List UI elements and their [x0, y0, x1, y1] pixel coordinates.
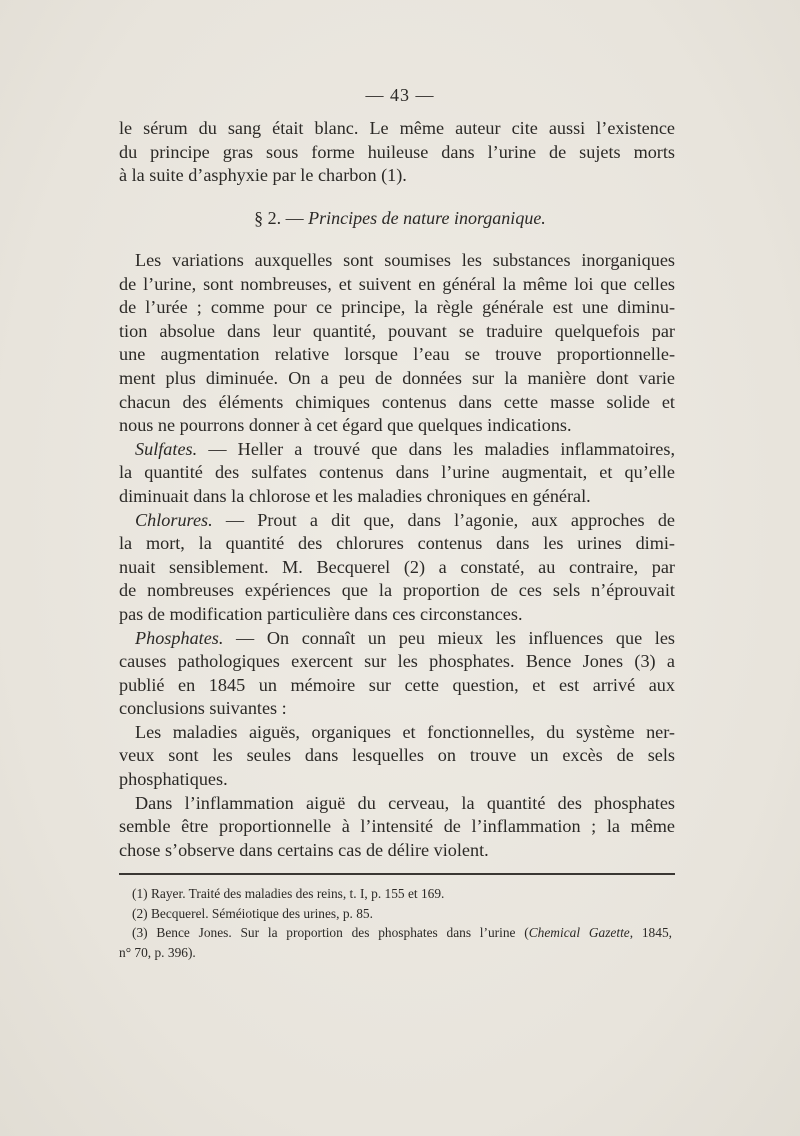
footnote-3-year: , 1845,	[629, 925, 672, 940]
text-line: de nombreuses expériences que la proportion de ces sels n’éprouvait	[119, 580, 675, 601]
paragraph-continuation	[119, 117, 675, 188]
chlorures-paragraph-start	[119, 509, 675, 533]
text-line: du principe gras sous forme huileuse dans l’urine de sujets morts	[119, 141, 675, 162]
text-line: de l’urée ; comme pour ce principe, la règle générale est une diminu-	[119, 297, 675, 318]
page-number: — 43 —	[365, 85, 435, 105]
phosphates-label: Phosphates.	[135, 627, 224, 648]
text-line: pas de modification particulière dans ces circonstances.	[119, 603, 523, 624]
text-line: phosphatiques.	[119, 769, 228, 790]
text-fragment: — Prout a dit que, dans l’agonie, aux approches de	[212, 509, 675, 530]
text-line: chacun des éléments chimiques contenus dans cette masse solide et	[119, 391, 675, 412]
footnote-1: (1) Rayer. Traité des maladies des reins, t. I, p. 155 et 169.	[132, 886, 445, 901]
text-line: causes pathologiques exercent sur les phosphates. Bence Jones (3) a	[119, 651, 675, 672]
footnote-3	[132, 923, 672, 943]
text-line: nous ne pourrons donner à cet égard que quelques indications.	[119, 415, 572, 436]
text-fragment: — On connaît un peu mieux les influences que les	[223, 627, 675, 648]
sulfates-paragraph-start	[119, 438, 675, 462]
text-line: tion absolue dans leur quantité, pouvant se traduire quelquefois par	[119, 320, 675, 341]
footnote-2: (2) Becquerel. Séméiotique des urines, p. 85.	[132, 905, 373, 921]
text-line: de l’urine, sont nombreuses, et suivent en général la même loi que celles	[119, 273, 675, 294]
text-line: semble être proportionnelle à l’intensité de l’inflammation ; la même	[119, 816, 675, 837]
text-line: la mort, la quantité des chlorures contenus dans les urines dimi-	[119, 533, 675, 554]
text-line: Les variations auxquelles sont soumises les substances inorganiques	[135, 250, 675, 270]
sulfates-label: Sulfates.	[135, 438, 198, 459]
text-line: ment plus diminuée. On a peu de données sur la manière dont varie	[119, 367, 675, 388]
main-body	[119, 249, 675, 862]
phosphates-paragraph-start	[119, 627, 675, 651]
footnotes	[119, 884, 672, 962]
text-line: le sérum du sang était blanc. Le même auteur cite aussi l’existence	[119, 118, 675, 138]
text-line: une augmentation relative lorsque l’eau se trouve proportionnelle-	[119, 344, 675, 365]
chlorures-label: Chlorures.	[135, 509, 213, 530]
section-heading	[0, 208, 800, 229]
footnote-3-journal: Chemical Gazette	[528, 925, 630, 940]
text-line: à la suite d’asphyxie par le charbon (1).	[119, 165, 407, 186]
section-title: Principes de nature inorganique.	[308, 208, 546, 228]
footnote-3-text: (3) Bence Jones. Sur la proportion des phosphates dans l’urine (	[132, 925, 529, 940]
text-line: Dans l’inflammation aiguë du cerveau, la quantité des phosphates	[135, 792, 675, 813]
footnote-divider	[119, 873, 675, 875]
text-line: diminuait dans la chlorose et les maladies chroniques en général.	[119, 485, 591, 506]
text-line: nuait sensiblement. M. Becquerel (2) a constaté, au contraire, par	[119, 556, 675, 577]
text-line: conclusions suivantes :	[119, 698, 287, 719]
text-line: la quantité des sulfates contenus dans l’urine augmentait, et qu’elle	[119, 462, 675, 483]
text-line: veux sont les seules dans lesquelles on trouve un excès de sels	[119, 745, 675, 766]
section-prefix: § 2. —	[254, 208, 304, 228]
text-line: Les maladies aiguës, organiques et fonctionnelles, du système ner-	[135, 721, 675, 742]
text-line: publié en 1845 un mémoire sur cette question, et est arrivé aux	[119, 674, 675, 695]
footnote-3-continuation: n° 70, p. 396).	[119, 944, 196, 960]
text-fragment: — Heller a trouvé que dans les maladies inflammatoires,	[197, 438, 675, 459]
text-line: chose s’observe dans certains cas de délire violent.	[119, 839, 489, 860]
